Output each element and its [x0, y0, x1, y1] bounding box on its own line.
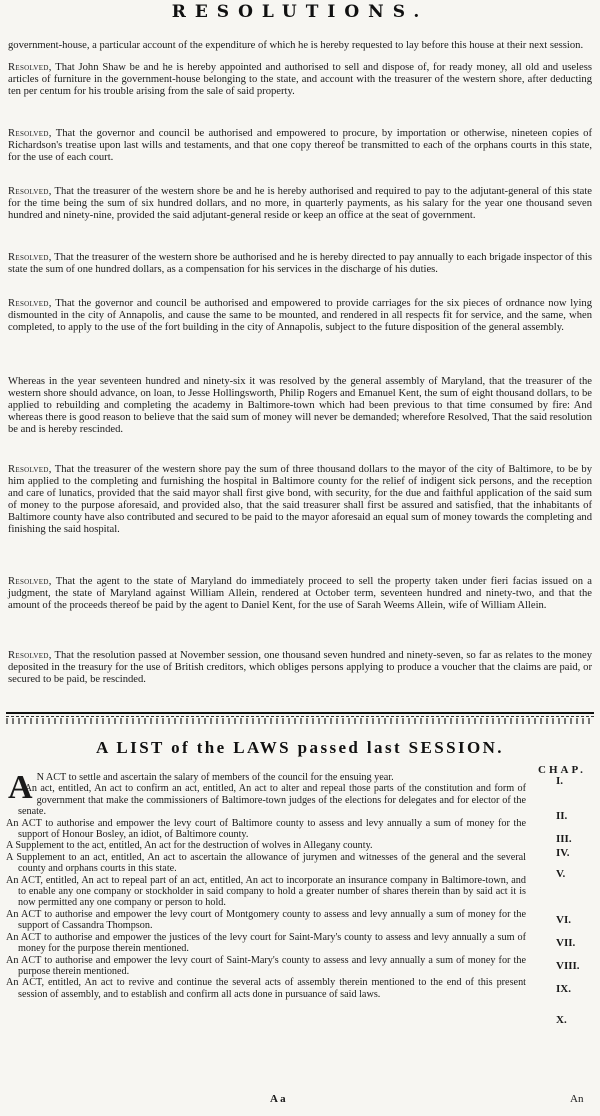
- signature-mark: A a: [270, 1093, 286, 1105]
- resolution-paragraph: [8, 298, 592, 334]
- law-entry: [6, 977, 526, 1000]
- law-entry: [6, 840, 526, 851]
- law-text: An ACT, entitled, An act to revive and continue the several acts of assembly therein mentioned to the end of this present session of assembly, and to establish and confirm all acts done in pursuance of said laws.: [6, 977, 526, 1000]
- law-text: An ACT to authorise and empower the levy court of Baltimore county to assess and levy annually a sum of money for the support of Honour Bosley, an idiot, of Baltimore county.: [6, 817, 526, 841]
- resolution-text: That the treasurer of the western shore be and he is hereby authorised and required to pay to the adjutant-general of this state for the time being the sum of six hundred dollars, and no more, in quarterly payments, as his salary for the year one thousand seven hundred and ninety-nine, provided the said adjutant-general reside or keep an office at the seat of government.: [8, 186, 592, 221]
- law-text: An ACT to authorise and empower the levy court of Montgomery county to assess and levy annually a sum of money for the support of Cassandra Thompson.: [6, 908, 526, 932]
- laws-list: [6, 769, 526, 1000]
- law-text: An ACT to authorise and empower the levy court of Saint-Mary's county to assess and levy annually a sum of money for the purpose therein mentioned.: [6, 954, 526, 977]
- drop-cap: A: [8, 769, 33, 806]
- resolution-paragraph: [8, 650, 592, 686]
- resolution-paragraph: [8, 186, 592, 222]
- catchword: An: [570, 1093, 584, 1105]
- resolved-lead: Resolved,: [8, 576, 52, 587]
- law-text: N ACT to settle and ascertain the salary of members of the council for the ensuing year.: [36, 772, 394, 783]
- section-divider: [6, 712, 594, 714]
- page-header: RESOLUTIONS.: [171, 2, 429, 22]
- resolution-text: That the agent to the state of Maryland do immediately proceed to sell the property taken under fieri facias issued on a judgment, the state of Maryland against William Allein, rendered at October term, seventeen hundred and ninety-two, and that the amount of the proceeds thereof be paid by the agent to Daniel Kent, for the use of Sarah Weems Allein, wife of William Allein.: [8, 576, 592, 611]
- chapter-number: III.: [556, 833, 572, 845]
- resolved-lead: Resolved,: [8, 62, 52, 73]
- resolution-text: That John Shaw be and he is hereby appointed and authorised to sell and dispose of, for ready money, all old and useless articles of furniture in the government-house belonging to the state, and account with the treasurer of the western shore, after deducting ten per centum for his trouble arising from the sale of said property.: [8, 62, 592, 97]
- law-entry: [6, 852, 526, 875]
- law-entry: [6, 818, 526, 841]
- section-divider-dashed: [6, 716, 594, 717]
- resolution-paragraph: [8, 376, 592, 436]
- law-text: A Supplement to the act, entitled, An act for the destruction of wolves in Allegany county.: [6, 840, 373, 852]
- chapter-number: I.: [556, 775, 564, 787]
- resolution-text: That the resolution passed at November session, one thousand seven hundred and ninety-seven, so far as relates to the money deposited in the treasury for the use of British creditors, which obliges persons applying to produce a voucher that the claims are paid, or secured to be paid, be rescinded.: [8, 650, 592, 685]
- chapter-number: IX.: [556, 983, 571, 995]
- resolution-text: That the treasurer of the western shore be authorised and he is hereby directed to pay annually to each brigade inspector of this state the sum of one hundred dollars, as a compensation for his services in the discharge of his duties.: [8, 252, 592, 275]
- resolved-lead: Resolved,: [8, 252, 52, 263]
- law-entry: [6, 909, 526, 932]
- laws-list-title: A LIST of the LAWS passed last SESSION.: [96, 738, 504, 757]
- resolved-lead: Resolved,: [8, 464, 52, 475]
- resolution-text: That the treasurer of the western shore pay the sum of three thousand dollars to the mayor of the city of Baltimore, to be by him applied to the completing and furnishing the hospital in Baltimore county for the relief of indigent sick persons, and the reception and care of lunatics, provided that the said mayor shall first give bond, with security, for the due and faithful application of the said sum of money to the purpose aforesaid, and provided also, that the said treasurer shall first be assured and satisfied, that the inhabitants of Baltimore county have also contributed and secured to be paid to the mayor aforesaid an equal sum of money towards the completing and finishing the said hospital.: [8, 464, 592, 535]
- chapter-column-label: CHAP.: [538, 764, 586, 776]
- resolved-lead: Resolved,: [8, 650, 52, 661]
- chapter-number: II.: [556, 810, 568, 822]
- chapter-number: IV.: [556, 847, 570, 859]
- chapter-number: V.: [556, 868, 566, 880]
- resolution-text: That the governor and council be authorised and empowered to provide carriages for the six pieces of ordnance now lying dismounted in the city of Annapolis, and cause the same to be mounted, and rendered in all respects fit for service, and the same, when completed, to apply to the use of the fort building in the city of Annapolis, subject to the future disposition of the general assembly.: [8, 298, 592, 333]
- law-text: An ACT to authorise and empower the justices of the levy court for Saint-Mary's county to assess and levy annually a sum of money for the purpose therein mentioned.: [6, 931, 526, 955]
- law-entry: [6, 955, 526, 978]
- law-entry: [6, 875, 526, 909]
- resolution-text: Whereas in the year seventeen hundred and ninety-six it was resolved by the general assembly of Maryland, that the treasurer of the western shore should advance, on loan, to Jesse Hollingsworth, Philip Rogers and Emanuel Kent, the sum of eight thousand dollars, to be applied to rebuilding and completing the academy in Baltimore-town which had been previous to that time consumed by fire: And whereas there is good reason to believe that the said sum of money will never be demanded; wherefore Resolved, That the said resolution be and is hereby rescinded.: [8, 376, 592, 435]
- resolution-paragraph: [8, 576, 592, 612]
- law-text: An act, entitled, An act to confirm an act, entitled, An act to alter and repeal those parts of the constitution and form of government that make the commissioners of Baltimore-town judges of the elections for delegates and for elector of the senate.: [18, 783, 526, 818]
- resolution-paragraph: [8, 128, 592, 164]
- chapter-number: X.: [556, 1014, 567, 1026]
- resolution-paragraph: [8, 464, 592, 536]
- law-entry: [6, 932, 526, 955]
- ornament-border: [6, 718, 594, 724]
- chapter-number: VII.: [556, 937, 576, 949]
- law-entry: [6, 783, 526, 817]
- resolution-paragraph: [8, 62, 592, 98]
- resolution-text: That the governor and council be authorised and empowered to procure, by importation or otherwise, nineteen copies of Richardson's treatise upon last wills and testaments, and that one copy thereof be transmitted to each of the orphans courts in this state, for the use of each court.: [8, 128, 592, 163]
- chapter-number: VI.: [556, 914, 571, 926]
- chapter-number: VIII.: [556, 960, 580, 972]
- resolution-paragraph: [8, 40, 592, 52]
- resolved-lead: Resolved,: [8, 128, 52, 139]
- resolution-paragraph: [8, 252, 592, 276]
- law-text: An ACT, entitled, An act to repeal part of an act, entitled, An act to incorporate an insurance company in Baltimore-town, and to enable any one company or stockholder in said company to hold a greater number of shares therein than by said act it is now permitted any one company or person to hold.: [6, 874, 526, 909]
- law-text: A Supplement to an act, entitled, An act to ascertain the allowance of jurymen and witnesses of the general and the several county and orphans courts in this state.: [6, 851, 526, 875]
- resolved-lead: Resolved,: [8, 298, 52, 309]
- resolution-text: government-house, a particular account of the expenditure of which he is hereby requested to lay before this house at their next session.: [8, 40, 584, 51]
- resolved-lead: Resolved,: [8, 186, 52, 197]
